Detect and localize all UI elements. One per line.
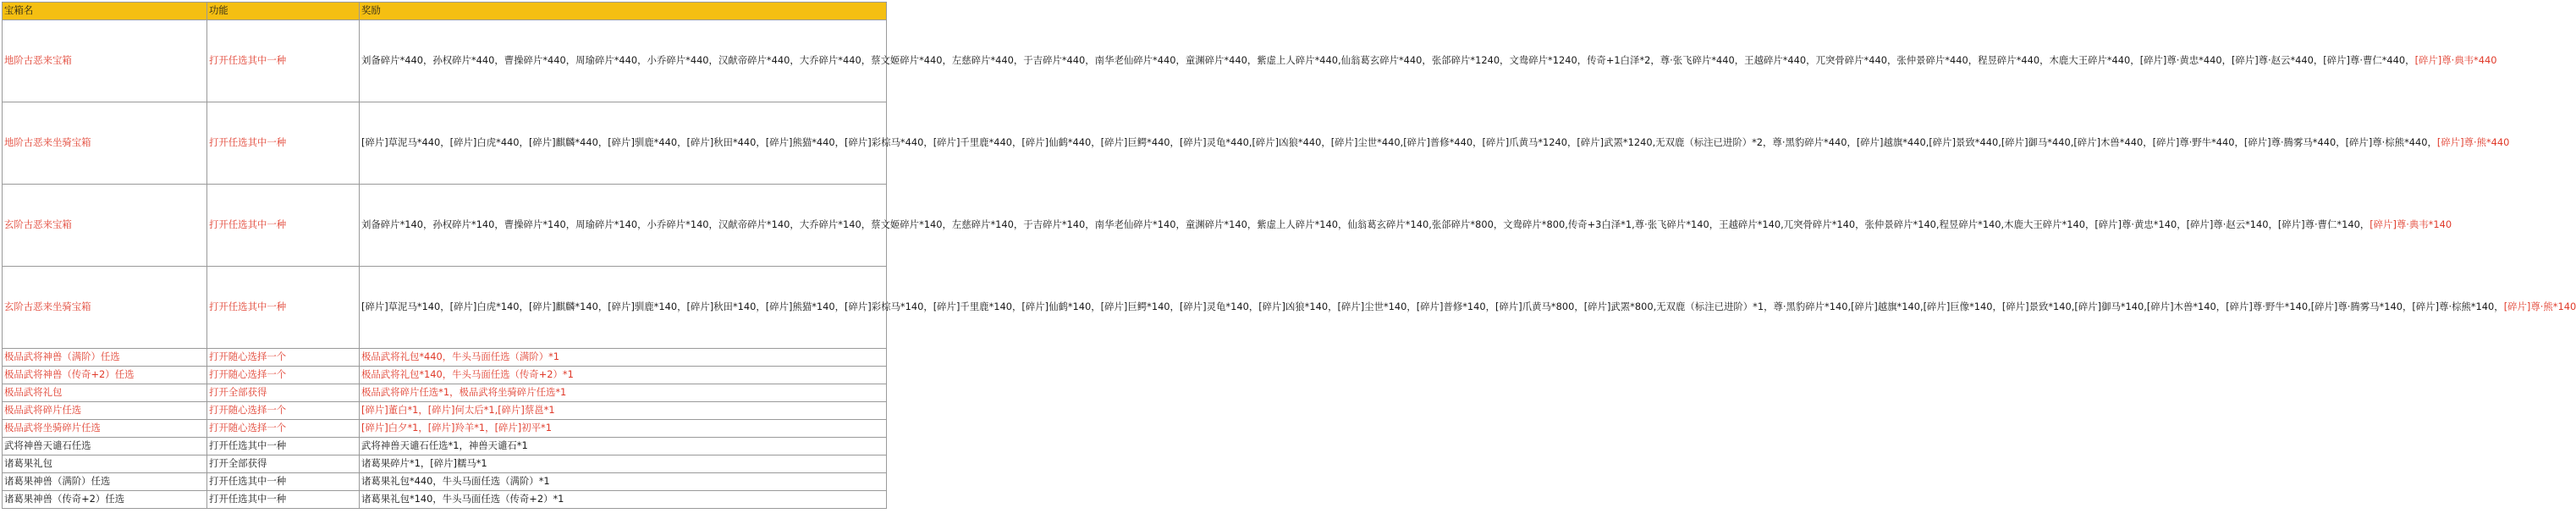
reward-text: 刘备碎片*140，孙权碎片*140，曹操碎片*140，周瑜碎片*140，小乔碎片*140，汉献帝碎片*140，大乔碎片*140，蔡文姬碎片*140，左慈碎片*140，于吉碎片*140，南华老仙碎片*140，童渊碎片*140，紫虚上人碎片*140，仙翁葛玄碎片*140,张郃碎片*800，文鸯碎片*800,传奇+3白泽*1,尊·张飞碎片*140，王越碎片*140,兀突骨碎片*140，张仲景碎片*140,程昱碎片*140,木鹿大王碎片*140，[碎片]尊·黄忠*140，[碎片]尊·赵云*140，[碎片]尊·曹仁*140， xyxy=(361,218,2370,231)
reward-text: [碎片]草泥马*140，[碎片]白虎*140，[碎片]麒麟*140，[碎片]驯鹿*140，[碎片]秋田*140，[碎片]熊猫*140，[碎片]彩棕马*140，[碎片]千里鹿*140，[碎片]仙鹤*140，[碎片]巨鳄*140，[碎片]灵龟*140，[碎片]凶狼*140，[碎片]尘世*140，[碎片]普修*140，[碎片]爪黄马*800，[碎片]武罴*800,无双鹿（标注已进阶）*1，尊·黑豹碎片*140,[碎片]越旗*140,[碎片]巨像*140，[碎片]景致*140,[碎片]御马*140,[碎片]木兽*140，[碎片]尊·野牛*140,[碎片]尊·腾雾马*140，[碎片]尊·棕熊*140， xyxy=(361,301,2504,313)
chest-name-cell[interactable]: 极品武将礼包 xyxy=(3,384,207,402)
header-function[interactable]: 功能 xyxy=(207,3,360,20)
table-row xyxy=(3,420,887,438)
function-cell[interactable]: 打开全部获得 xyxy=(207,455,360,473)
reward-text: 刘备碎片*440，孙权碎片*440，曹操碎片*440，周瑜碎片*440，小乔碎片*440，汉献帝碎片*440，大乔碎片*440，蔡文姬碎片*440，左慈碎片*440，于吉碎片*440，南华老仙碎片*440，童渊碎片*440，紫虚上人碎片*440,仙翁葛玄碎片*440，张郃碎片*1240，文鸯碎片*1240，传奇+1白泽*2，尊·张飞碎片*440，王越碎片*440，兀突骨碎片*440，张仲景碎片*440，程昱碎片*440，木鹿大王碎片*440，[碎片]尊·黄忠*440，[碎片]尊·赵云*440，[碎片]尊·曹仁*440， xyxy=(361,54,2415,67)
reward-cell[interactable]: 诸葛果礼包*440，牛头马面任选（满阶）*1 xyxy=(360,473,887,491)
function-cell[interactable]: 打开随心选择一个 xyxy=(207,349,360,367)
chest-name-cell[interactable]: 地阶古恶来宝箱 xyxy=(3,20,207,102)
function-cell[interactable]: 打开任选其中一种 xyxy=(207,102,360,185)
table-row xyxy=(3,102,887,185)
reward-highlight: [碎片]尊·典韦*140 xyxy=(2370,218,2452,231)
reward-table xyxy=(2,2,2576,509)
header-reward[interactable]: 奖励 xyxy=(360,3,887,20)
header-chest-name[interactable]: 宝箱名 xyxy=(3,3,207,20)
reward-cell[interactable]: 极品武将碎片任选*1，极品武将坐骑碎片任选*1 xyxy=(360,384,887,402)
function-cell[interactable]: 打开任选其中一种 xyxy=(207,185,360,267)
function-cell[interactable]: 打开随心选择一个 xyxy=(207,402,360,420)
chest-name-cell[interactable]: 诸葛果礼包 xyxy=(3,455,207,473)
table-row xyxy=(3,491,887,509)
chest-name-cell[interactable]: 极品武将坐骑碎片任选 xyxy=(3,420,207,438)
table-row xyxy=(3,349,887,367)
chest-name-cell[interactable]: 诸葛果神兽（传奇+2）任选 xyxy=(3,491,207,509)
function-cell[interactable]: 打开随心选择一个 xyxy=(207,367,360,384)
reward-cell[interactable] xyxy=(360,185,2452,267)
table-row xyxy=(3,267,887,349)
function-cell[interactable]: 打开任选其中一种 xyxy=(207,491,360,509)
function-cell[interactable]: 打开任选其中一种 xyxy=(207,267,360,349)
table-row xyxy=(3,367,887,384)
table-row xyxy=(3,455,887,473)
function-cell[interactable]: 打开全部获得 xyxy=(207,384,360,402)
chest-name-cell[interactable]: 玄阶古恶来坐骑宝箱 xyxy=(3,267,207,349)
reward-cell[interactable] xyxy=(360,267,2576,349)
reward-cell[interactable]: 极品武将礼包*140，牛头马面任选（传奇+2）*1 xyxy=(360,367,887,384)
function-cell[interactable]: 打开任选其中一种 xyxy=(207,473,360,491)
chest-name-cell[interactable]: 极品武将神兽（满阶）任选 xyxy=(3,349,207,367)
chest-name-cell[interactable]: 极品武将碎片任选 xyxy=(3,402,207,420)
chest-name-cell[interactable]: 地阶古恶来坐骑宝箱 xyxy=(3,102,207,185)
chest-name-cell[interactable]: 极品武将神兽（传奇+2）任选 xyxy=(3,367,207,384)
reward-cell[interactable]: [碎片]白夕*1，[碎片]羚羊*1，[碎片]初平*1 xyxy=(360,420,887,438)
function-cell[interactable]: 打开任选其中一种 xyxy=(207,438,360,455)
reward-highlight: [碎片]尊·熊*140 xyxy=(2503,301,2576,313)
reward-cell[interactable] xyxy=(360,102,2510,185)
reward-cell[interactable]: 武将神兽天谴石任选*1，神兽天谴石*1 xyxy=(360,438,887,455)
reward-cell[interactable]: 极品武将礼包*440，牛头马面任选（满阶）*1 xyxy=(360,349,887,367)
chest-name-cell[interactable]: 武将神兽天谴石任选 xyxy=(3,438,207,455)
reward-cell[interactable] xyxy=(360,20,2497,102)
chest-name-cell[interactable]: 玄阶古恶来宝箱 xyxy=(3,185,207,267)
table-row xyxy=(3,473,887,491)
table-row xyxy=(3,402,887,420)
chest-name-cell[interactable]: 诸葛果神兽（满阶）任选 xyxy=(3,473,207,491)
table-row xyxy=(3,185,887,267)
reward-highlight: [碎片]尊·典韦*440 xyxy=(2414,54,2497,67)
reward-cell[interactable]: [碎片]董白*1，[碎片]何太后*1,[碎片]蔡邕*1 xyxy=(360,402,887,420)
function-cell[interactable]: 打开任选其中一种 xyxy=(207,20,360,102)
reward-text: [碎片]草泥马*440，[碎片]白虎*440，[碎片]麒麟*440，[碎片]驯鹿*440，[碎片]秋田*440，[碎片]熊猫*440，[碎片]彩棕马*440，[碎片]千里鹿*440，[碎片]仙鹤*440，[碎片]巨鳄*440，[碎片]灵龟*440,[碎片]凶狼*440，[碎片]尘世*440,[碎片]普修*440，[碎片]爪黄马*1240，[碎片]武罴*1240,无双鹿（标注已进阶）*2，尊·黑豹碎片*440，[碎片]越旗*440,[碎片]景致*440,[碎片]御马*440,[碎片]木兽*440，[碎片]尊·野牛*440，[碎片]尊·腾雾马*440，[碎片]尊·棕熊*440， xyxy=(361,136,2437,149)
function-cell[interactable]: 打开随心选择一个 xyxy=(207,420,360,438)
header-row xyxy=(3,3,887,20)
table-row xyxy=(3,20,887,102)
reward-cell[interactable]: 诸葛果碎片*1，[碎片]糯马*1 xyxy=(360,455,887,473)
reward-highlight: [碎片]尊·熊*440 xyxy=(2436,136,2510,149)
table-row xyxy=(3,438,887,455)
table-row xyxy=(3,384,887,402)
reward-cell[interactable]: 诸葛果礼包*140，牛头马面任选（传奇+2）*1 xyxy=(360,491,887,509)
